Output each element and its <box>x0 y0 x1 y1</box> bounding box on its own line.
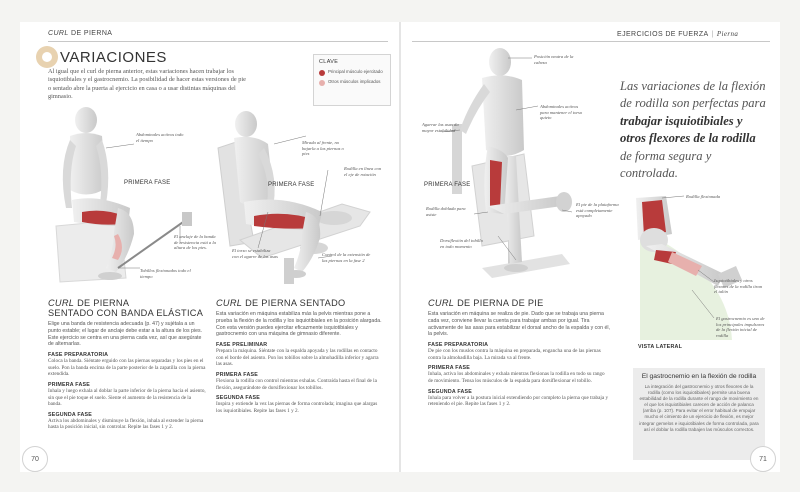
fig3-phase-label: PRIMERA FASE <box>424 182 471 188</box>
exercise-title-rest: DE PIERNA SENTADO <box>242 298 346 308</box>
quote-part1: Las variaciones de la flexión de rodilla son perfectas para <box>620 79 766 111</box>
fig3-annotation-dorsiflexion: Dorsiflexión del tobillo en todo momento <box>440 238 483 249</box>
exercise-title-italic: CURL <box>216 298 243 308</box>
fig2-annotation-knee: Rodilla en línea con el eje de rotación <box>344 166 382 177</box>
step-title: FASE PRELIMINAR <box>216 342 268 349</box>
key-label-primary: Principal músculo ejercitado <box>328 69 383 74</box>
header-chapter-subtitle: Pierna <box>716 30 739 38</box>
fig1-annotation-abs: Abdominales activos todo el tiempo <box>136 132 184 143</box>
standing-curl-illustration <box>412 46 602 286</box>
exercise-title-banded <box>48 298 206 308</box>
fig2-annotation-torso: El torso se estabiliza con el agarre de las asas <box>232 248 278 259</box>
step-title: SEGUNDA FASE <box>428 388 472 395</box>
fig3-annotation-neck: Posición neutra de la cabeza <box>534 54 574 65</box>
page-number-left <box>22 446 48 472</box>
fig3-annotation-knee: Rodilla doblada para asiste <box>426 206 466 217</box>
section-circle-icon <box>36 46 58 68</box>
key-item-secondary <box>319 79 385 86</box>
caption-text: La integración del gastrocnemio y otros flexores de la rodilla (como los isquiotibiales) permite una buena estabilidad de la rodilla durante el rango de movimiento en el que los isquiotibiales carecen de acción de palanca (arriba (p. 107). Para evitar el error habitual de empujar mucho el cimiento de un ejercicio de flexión, es mejor integrar gemelos e isquiotibiales de forma controlada, para así el doblar la rodilla trabajen las músculos correctos. <box>639 384 759 432</box>
header-rule-left <box>48 41 388 42</box>
header-exercise-rest: DE PIERNA <box>68 30 113 37</box>
header-exercise-italic: CURL <box>48 30 69 37</box>
section-title: VARIACIONES <box>60 49 167 66</box>
inset-view-label: VISTA LATERAL <box>638 344 683 350</box>
caption-title: El gastrocnemio en la flexión de rodilla <box>641 373 757 380</box>
step-title: PRIMERA FASE <box>216 371 258 378</box>
inset-annotation-gastrocnemius: El gastrocnemio es uno de los principales impulsores de la flexión inicial de rodilla <box>716 316 765 338</box>
primary-muscle-swatch-icon <box>319 70 325 76</box>
fig3-annotation-abs: Abdominales activos para mantener el torso quieto <box>540 104 583 121</box>
fig2-phase-label: PRIMERA FASE <box>268 182 315 188</box>
section-intro: Al igual que el curl de pierna anterior, estas variaciones hacen trabajar los isquiotibiales y el gastrocnemio. La posibilidad de hacer estas versiones de pie o sentado abre la puerta al ejercicio en casa o a usar distintas máquinas del gimnasio. <box>48 68 246 101</box>
inset-annotation-flexion: Rodilla flexionada <box>686 194 721 199</box>
exercise-description: Esta variación en máquina estabiliza más la pelvis mientras pone a prueba la flexión de la rodilla y los isquiotibiales en la posición alargada. Con esta versión puedes ejercitar eficazmente isquiotibiales y gastrocnemio con una máquina de gimnasio diferente. <box>216 311 382 338</box>
exercise-title-rest: DE PIERNA DE PIE <box>454 298 544 308</box>
fig2-annotation-control: Control de la extensión de las piernas en la fase 2 <box>322 252 371 263</box>
step-title: PRIMERA FASE <box>48 381 90 388</box>
gastrocnemius-caption-box <box>633 368 765 460</box>
exercise-title-seated <box>216 298 382 308</box>
muscle-key <box>313 54 391 106</box>
running-header-right <box>617 30 738 38</box>
running-header-left <box>48 30 112 37</box>
exercise-title-standing <box>428 298 610 308</box>
step-title: PRIMERA FASE <box>428 365 470 372</box>
key-title: CLAVE <box>319 59 339 65</box>
step-text: De pie con los muslos contra la máquina en preparada, engancha una de las piernas contra la almohadilla baja. La mirada va al frente. <box>428 348 601 361</box>
step-text: Activa los abdominales y disminuye la flexión, inhala al extender la pierna hasta la posición inicial, sin controlar. Repite las fases 1 y 2. <box>48 417 204 431</box>
exercise-title-italic: CURL <box>428 298 455 308</box>
exercise-description: Elige una banda de resistencia adecuada (p. 47) y sujétala a un punto estable; el lugar de anclaje debe estar a la altura de los pies. Este ejercicio se centra en una pierna cada vez, así que asegúrate de alternarlas. <box>48 321 202 348</box>
exercise-description: Esta variación en máquina se realiza de pie. Dado que se trabaja una pierna cada vez, conviene llevar la cuenta para trabajar ambas por igual. Tira activamente de las asas para estabilizar el dorsal ancho de la espalda y con él, la pelvis. <box>428 311 610 338</box>
step-text: Prepara la máquina. Siéntate con la espalda apoyada y las rodillas en contacto con el borde del asiento. Pon los tobillos sobre la almohadilla inferior y agarra las asas. <box>216 348 379 368</box>
key-label-secondary: Otros músculos implicados <box>328 79 381 84</box>
page-number-left-text: 70 <box>31 455 39 463</box>
key-item-primary <box>319 69 385 76</box>
step-text: Inhala, activa los abdominales y exhala mientras flexionas la rodilla en todo su rango de movimiento. Tensa los músculos de la espalda para dorsiflexionar el tobillo. <box>428 371 605 384</box>
fig3-annotation-foot: El pie de la plataforma está completamente apoyado <box>576 202 619 219</box>
exercise-title-line2: SENTADO CON BANDA ELÁSTICA <box>48 308 204 318</box>
exercise-block-standing <box>428 298 610 408</box>
step-text: Inspira y extiende la vez las piernas de forma controlada; imagina que alargas los isquiotibiales. Repite las fases 1 y 2. <box>216 401 378 414</box>
step-title: FASE PREPARATORIA <box>48 352 109 359</box>
exercise-title-italic: CURL <box>48 298 75 308</box>
step-text: Inhala y luego exhala al doblar la parte inferior de la pierna hacia el asiento, sin que el pie toque el suelo. Siente el aumento de la resistencia de la banda. <box>48 387 206 408</box>
step-text: Inhala para volver a la postura inicial extendiendo por completo la pierna que trabaja y reteniendo el pie. Repite las fases 1 y 2. <box>428 394 609 408</box>
fig3-annotation-grip: Agarrar las asas da mayor estabilidad <box>422 122 459 133</box>
step-text: Flexiona la rodilla con control mientras exhalas. Contraída hasta el final de la flexión, asegurándote de dorsiflexionar los tobillos. <box>216 377 377 391</box>
exercise-block-seated <box>216 298 382 414</box>
pull-quote <box>620 78 770 182</box>
quote-bold: trabajar isquiotibiales y otros flexores de la rodilla <box>620 113 756 146</box>
inset-annotation-hamstrings: Isquiotibiales y otros flexores de la rodilla tiran el talón <box>714 278 763 295</box>
step-title: SEGUNDA FASE <box>48 411 92 418</box>
fig1-annotation-ankles: Tobillos flexionados todo el tiempo <box>140 268 191 279</box>
header-separator: | <box>711 31 714 38</box>
exercise-title-rest: DE PIERNA <box>74 298 130 308</box>
page-number-right-text: 71 <box>759 455 767 463</box>
header-rule-right <box>412 41 770 42</box>
step-text: Coloca la banda. Siéntate erguido con las piernas separadas y los pies en el suelo. Pon la banda encima de la parte posterior de la zapatilla con la pierna extendida. <box>48 358 206 378</box>
fig1-phase-label: PRIMERA FASE <box>124 180 171 186</box>
step-title: FASE PREPARATORIA <box>428 342 489 349</box>
header-chapter-title: EJERCICIOS DE FUERZA <box>617 31 709 38</box>
page-number-right <box>750 446 776 472</box>
secondary-muscle-swatch-icon <box>319 80 325 86</box>
fig2-annotation-front: Mirada al frente, no bajarla a las piernas o pies <box>302 140 344 157</box>
fig1-annotation-anchor: El anclaje de la banda de resistencia está a la altura de los pies. <box>174 234 216 251</box>
exercise-block-banded <box>48 298 206 431</box>
quote-part2: de forma segura y controlada. <box>620 148 712 181</box>
book-gutter <box>399 22 401 472</box>
step-title: SEGUNDA FASE <box>216 395 260 402</box>
